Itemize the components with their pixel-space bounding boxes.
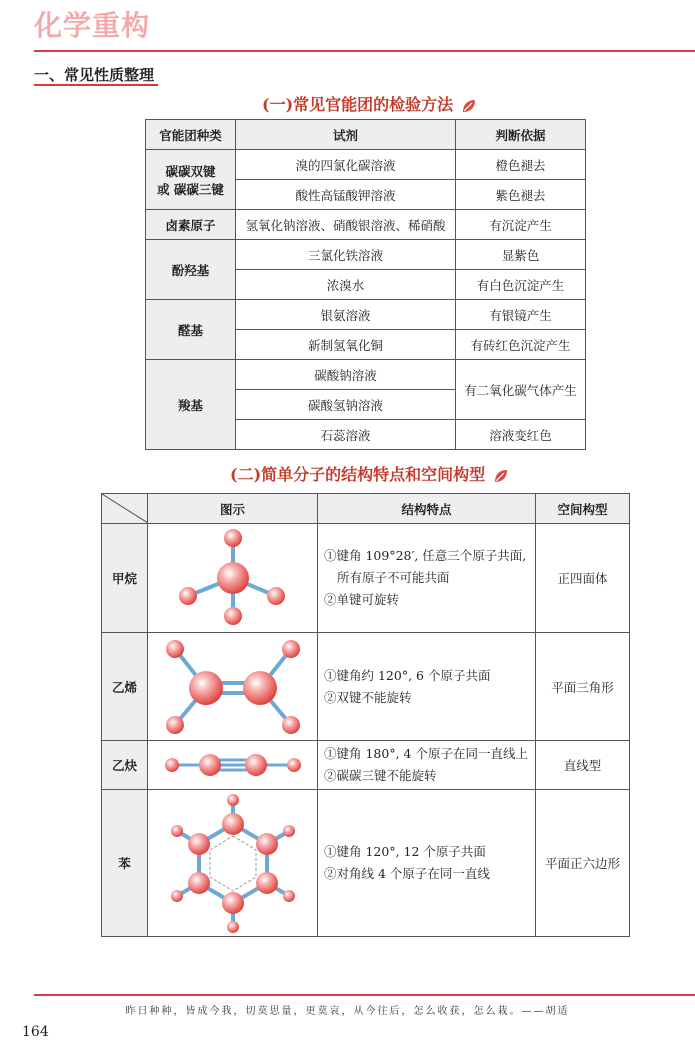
ethylene-diagram — [148, 633, 318, 741]
reagent-cell: 碳酸钠溶液 — [236, 360, 456, 390]
table-header: 空间构型 — [536, 494, 630, 524]
shape-cell: 直线型 — [536, 741, 630, 790]
result-cell: 有二氧化碳气体产生 — [456, 360, 586, 420]
reagent-cell: 石蕊溶液 — [236, 420, 456, 450]
table-row — [146, 150, 586, 180]
molecule-name: 乙烯 — [102, 633, 148, 741]
reagent-cell: 新制氢氧化铜 — [236, 330, 456, 360]
molecule-structure-table — [101, 493, 630, 937]
shape-cell: 平面三角形 — [536, 633, 630, 741]
table-row — [102, 790, 630, 937]
part1-title — [262, 92, 477, 115]
reagent-cell: 溴的四氯化碳溶液 — [236, 150, 456, 180]
ethylene-model — [148, 633, 318, 740]
group-name-cell: 醛基 — [146, 300, 236, 360]
result-cell: 溶液变红色 — [456, 420, 586, 450]
group-name-cell — [146, 150, 236, 210]
feature-cell — [318, 633, 536, 741]
footer-divider — [34, 994, 695, 996]
header-divider — [34, 50, 695, 52]
group-name-line: 碳碳双键 — [165, 163, 216, 179]
table-row — [102, 633, 630, 741]
group-name-cell: 卤素原子 — [146, 210, 236, 240]
result-cell: 有砖红色沉淀产生 — [456, 330, 586, 360]
part2-title-text: (二)简单分子的结构特点和空间构型 — [230, 465, 486, 484]
feature-line: ①键角 120°, 12 个原子共面 — [324, 844, 486, 859]
result-cell: 有白色沉淀产生 — [456, 270, 586, 300]
table-header: 试剂 — [236, 120, 456, 150]
feature-line: ②对角线 4 个原子在同一直线 — [324, 866, 490, 881]
benzene-model — [148, 790, 318, 936]
diagonal-line — [102, 494, 148, 523]
result-cell: 显紫色 — [456, 240, 586, 270]
table-row — [102, 741, 630, 790]
feature-line: ①键角 109°28′, 任意三个原子共面, — [324, 548, 527, 563]
reagent-cell: 浓溴水 — [236, 270, 456, 300]
table-row — [146, 240, 586, 270]
part2-title — [230, 462, 509, 485]
feature-cell — [318, 741, 536, 790]
reagent-cell: 三氯化铁溶液 — [236, 240, 456, 270]
acetylene-diagram — [148, 741, 318, 790]
feature-cell — [318, 790, 536, 937]
table-header: 结构特点 — [318, 494, 536, 524]
group-name-line: 或 碳碳三键 — [157, 181, 224, 197]
feature-line: 所有原子不可能共面 — [337, 570, 450, 585]
diagonal-header-cell — [102, 494, 148, 524]
benzene-diagram — [148, 790, 318, 937]
acetylene-model — [148, 741, 318, 789]
page-number: 164 — [22, 1024, 49, 1040]
table-header: 图示 — [148, 494, 318, 524]
feature-line: ②单键可旋转 — [324, 592, 400, 607]
table-header: 官能团种类 — [146, 120, 236, 150]
methane-diagram — [148, 524, 318, 633]
reagent-cell: 酸性高锰酸钾溶液 — [236, 180, 456, 210]
shape-cell: 平面正六边形 — [536, 790, 630, 937]
feature-line: ②双键不能旋转 — [324, 689, 412, 705]
feature-line: ①键角约 120°, 6 个原子共面 — [324, 667, 491, 683]
table-header: 判断依据 — [456, 120, 586, 150]
molecule-name: 甲烷 — [102, 524, 148, 633]
result-cell: 有沉淀产生 — [456, 210, 586, 240]
table-row — [146, 360, 586, 390]
molecule-name: 苯 — [102, 790, 148, 937]
result-cell: 橙色褪去 — [456, 150, 586, 180]
table-row — [146, 300, 586, 330]
group-name-cell: 酚羟基 — [146, 240, 236, 300]
result-cell: 紫色褪去 — [456, 180, 586, 210]
section-title: 一、常见性质整理 — [34, 66, 155, 84]
header-title: 化学重构 — [34, 9, 151, 42]
reagent-cell: 氢氧化钠溶液、硝酸银溶液、稀硝酸 — [236, 210, 456, 240]
leaf-icon — [461, 98, 477, 114]
reagent-cell: 碳酸氢钠溶液 — [236, 390, 456, 420]
group-name-cell: 羧基 — [146, 360, 236, 450]
footer-quote: 昨日种种，皆成今我，切莫思量，更莫哀，从今往后，怎么收获，怎么栽。——胡适 — [125, 1006, 570, 1017]
result-cell: 有银镜产生 — [456, 300, 586, 330]
leaf-icon — [493, 468, 509, 484]
reagent-cell: 银氨溶液 — [236, 300, 456, 330]
feature-cell — [318, 524, 536, 633]
molecule-name: 乙炔 — [102, 741, 148, 790]
methane-model — [148, 524, 318, 632]
table-row — [146, 210, 586, 240]
section-underline — [34, 84, 158, 86]
part1-title-text: (一)常见官能团的检验方法 — [262, 95, 454, 114]
feature-line: ①键角 180°, 4 个原子在同一直线上 — [324, 746, 528, 761]
functional-group-table — [145, 119, 586, 450]
feature-line: ②碳碳三键不能旋转 — [324, 768, 437, 783]
table-row — [102, 524, 630, 633]
shape-cell: 正四面体 — [536, 524, 630, 633]
